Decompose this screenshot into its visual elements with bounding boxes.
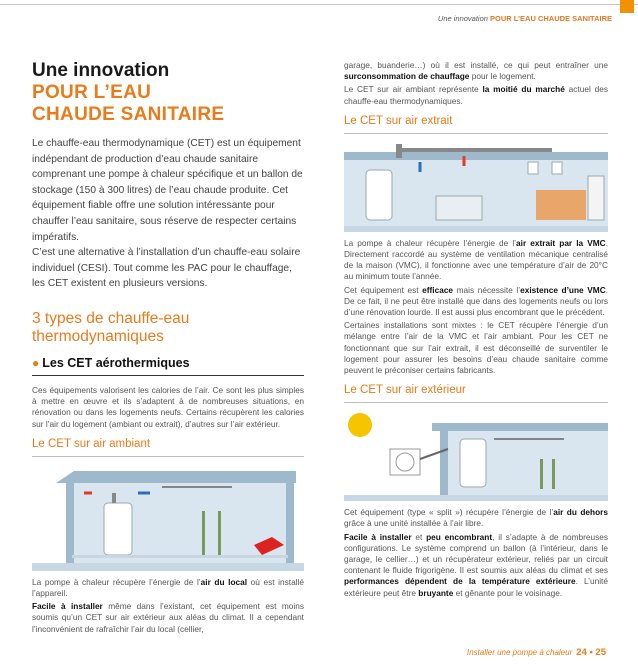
extrait-paragraph-3: Certaines installations sont mixtes : le CET récupère l’énergie d’un mélange entre l’air de la VMC et l’air ambiant. Pour les CET ne fonctionnant que sur l’air extrait, il est déconseillé de surventiler le logement pour assurer les besoins d’eau chaude sanitaire comme peuvent le préconiser certains fabricants.: [344, 320, 608, 376]
top-rule: [0, 4, 638, 5]
extrait-paragraph-2: Cet équipement est efficace mais nécessite l’existence d’une VMC. De ce fait, il ne peut être installé que dans des logements neufs ou lors d’une rénovation lourde. Il est aussi plus encombrant que le précédent.: [344, 284, 609, 318]
ambiant-paragraph-2: Facile à installer même dans l’existant, cet équipement est moins soumis qu’un CET sur air extérieur aux aléas du climat. Il a cependant l’inconvénient de rafraîchir l’air du local (cellier,: [32, 601, 304, 634]
extrait-subtitle: Le CET sur air extrait: [344, 114, 453, 127]
exterieur-text: [344, 507, 608, 599]
ambiant-text: [32, 577, 304, 635]
bullet-heading: ● Les CET aérothermiques: [32, 355, 190, 370]
page-title-line3: CHAUDE SANITAIRE: [32, 104, 225, 125]
ambiant-subtitle: Le CET sur air ambiant: [32, 437, 151, 450]
kitchen-cabinet-icon: [536, 190, 586, 220]
intro-text: [32, 136, 304, 292]
exterieur-illustration: [344, 409, 608, 501]
extrait-illustration: [344, 140, 608, 232]
exterieur-subtitle: Le CET sur air extérieur: [344, 384, 466, 397]
intro-paragraph-2: C’est une alternative à l’installation d’un chauffe-eau solaire individuel (CESI). Tout comme les PAC pour le chauffage, les CET existent en plusieurs versions.: [32, 247, 301, 290]
exterieur-house-svg: [344, 409, 608, 501]
running-header: Une innovation POUR L’EAU CHAUDE SANITAIRE: [437, 14, 612, 23]
extrait-house-svg: [344, 140, 608, 232]
section-title: 3 types de chauffe-eau thermodynamiques: [32, 309, 190, 345]
exterieur-paragraph-1: Cet équipement (type « split ») récupère l’énergie de l’air du dehors grâce à une unité installée à l’air libre.: [344, 507, 608, 529]
sun-icon: [348, 413, 372, 437]
intro-paragraph-1: Le chauffe-eau thermodynamique (CET) est un équipement indépendant de production d’eau chaude sanitaire comprenant une pompe à chaleur spécifique et un ballon de stockage (150 à 300 litres) de l’eau chaude produite. Cet équipement fiable offre une solution intéressante pour chauffer l’eau sanitaire, sous réserve de respecter certains impératifs.: [32, 138, 303, 243]
extrait-text: [344, 238, 608, 376]
right-top-text: [344, 60, 608, 107]
right-paragraph-1: garage, buanderie…) où il est installé, ce qui peut entraîner une surconsommation de chauffage pour le logement.: [344, 60, 608, 82]
ambiant-rule: [32, 456, 304, 457]
aero-text: Ces équipements valorisent les calories de l’air. Ce sont les plus simples à mettre en œuvre et ils s’adaptent à de nombreuses situations, en rénovation ou dans les logements neufs. Certains récupèrent les calories sur l’air du logement (ambiant ou extrait), d’autres sur l’air extérieur.: [32, 384, 304, 429]
exterieur-paragraph-2: Facile à installer et peu encombrant, il s’adapte à de nombreuses configurations. Le système comprend un ballon (à l’intérieur, dans le garage, le cellier…) et un récupérateur extérieur, reliés par un circuit contenant le fluide frigorigène. Il est soumis aux aléas du climat et ses performances dépendent de la température extérieure. L’unité extérieure peut être bruyante et gênante pour le voisinage.: [344, 531, 609, 598]
page-footer: [467, 647, 606, 658]
ambiant-house-svg: [32, 463, 304, 571]
footer-title: Installer une pompe à chaleur: [466, 648, 573, 657]
page-title-line2: POUR L’EAU: [32, 82, 152, 103]
bullet-dot-icon: ●: [32, 355, 40, 370]
accent-tab: [620, 0, 634, 13]
exterieur-rule: [344, 402, 608, 403]
right-column: [344, 60, 608, 601]
ambiant-paragraph-1: La pompe à chaleur récupère l’énergie de l’air du local où est installé l’appareil.: [32, 576, 304, 598]
page-numbers: 24 • 25: [576, 647, 606, 658]
extrait-paragraph-1: La pompe à chaleur récupère l’énergie de l’air extrait par la VMC. Directement raccordé au système de ventilation mécanique centralisé de la maison (VMC), il fonctionne avec une température d’air de 20°C au minimum toute l’année.: [344, 237, 608, 282]
extrait-rule: [344, 133, 608, 134]
running-header-emphasis: POUR L’EAU CHAUDE SANITAIRE: [490, 14, 612, 23]
bullet-rule: [32, 375, 304, 376]
ambiant-illustration: [32, 463, 304, 571]
page-title-line1: Une innovation: [32, 60, 170, 81]
right-paragraph-2: Le CET sur air ambiant représente la moitié du marché actuel des chauffe-eau thermodynamiques.: [344, 84, 608, 106]
left-column: [32, 60, 304, 637]
